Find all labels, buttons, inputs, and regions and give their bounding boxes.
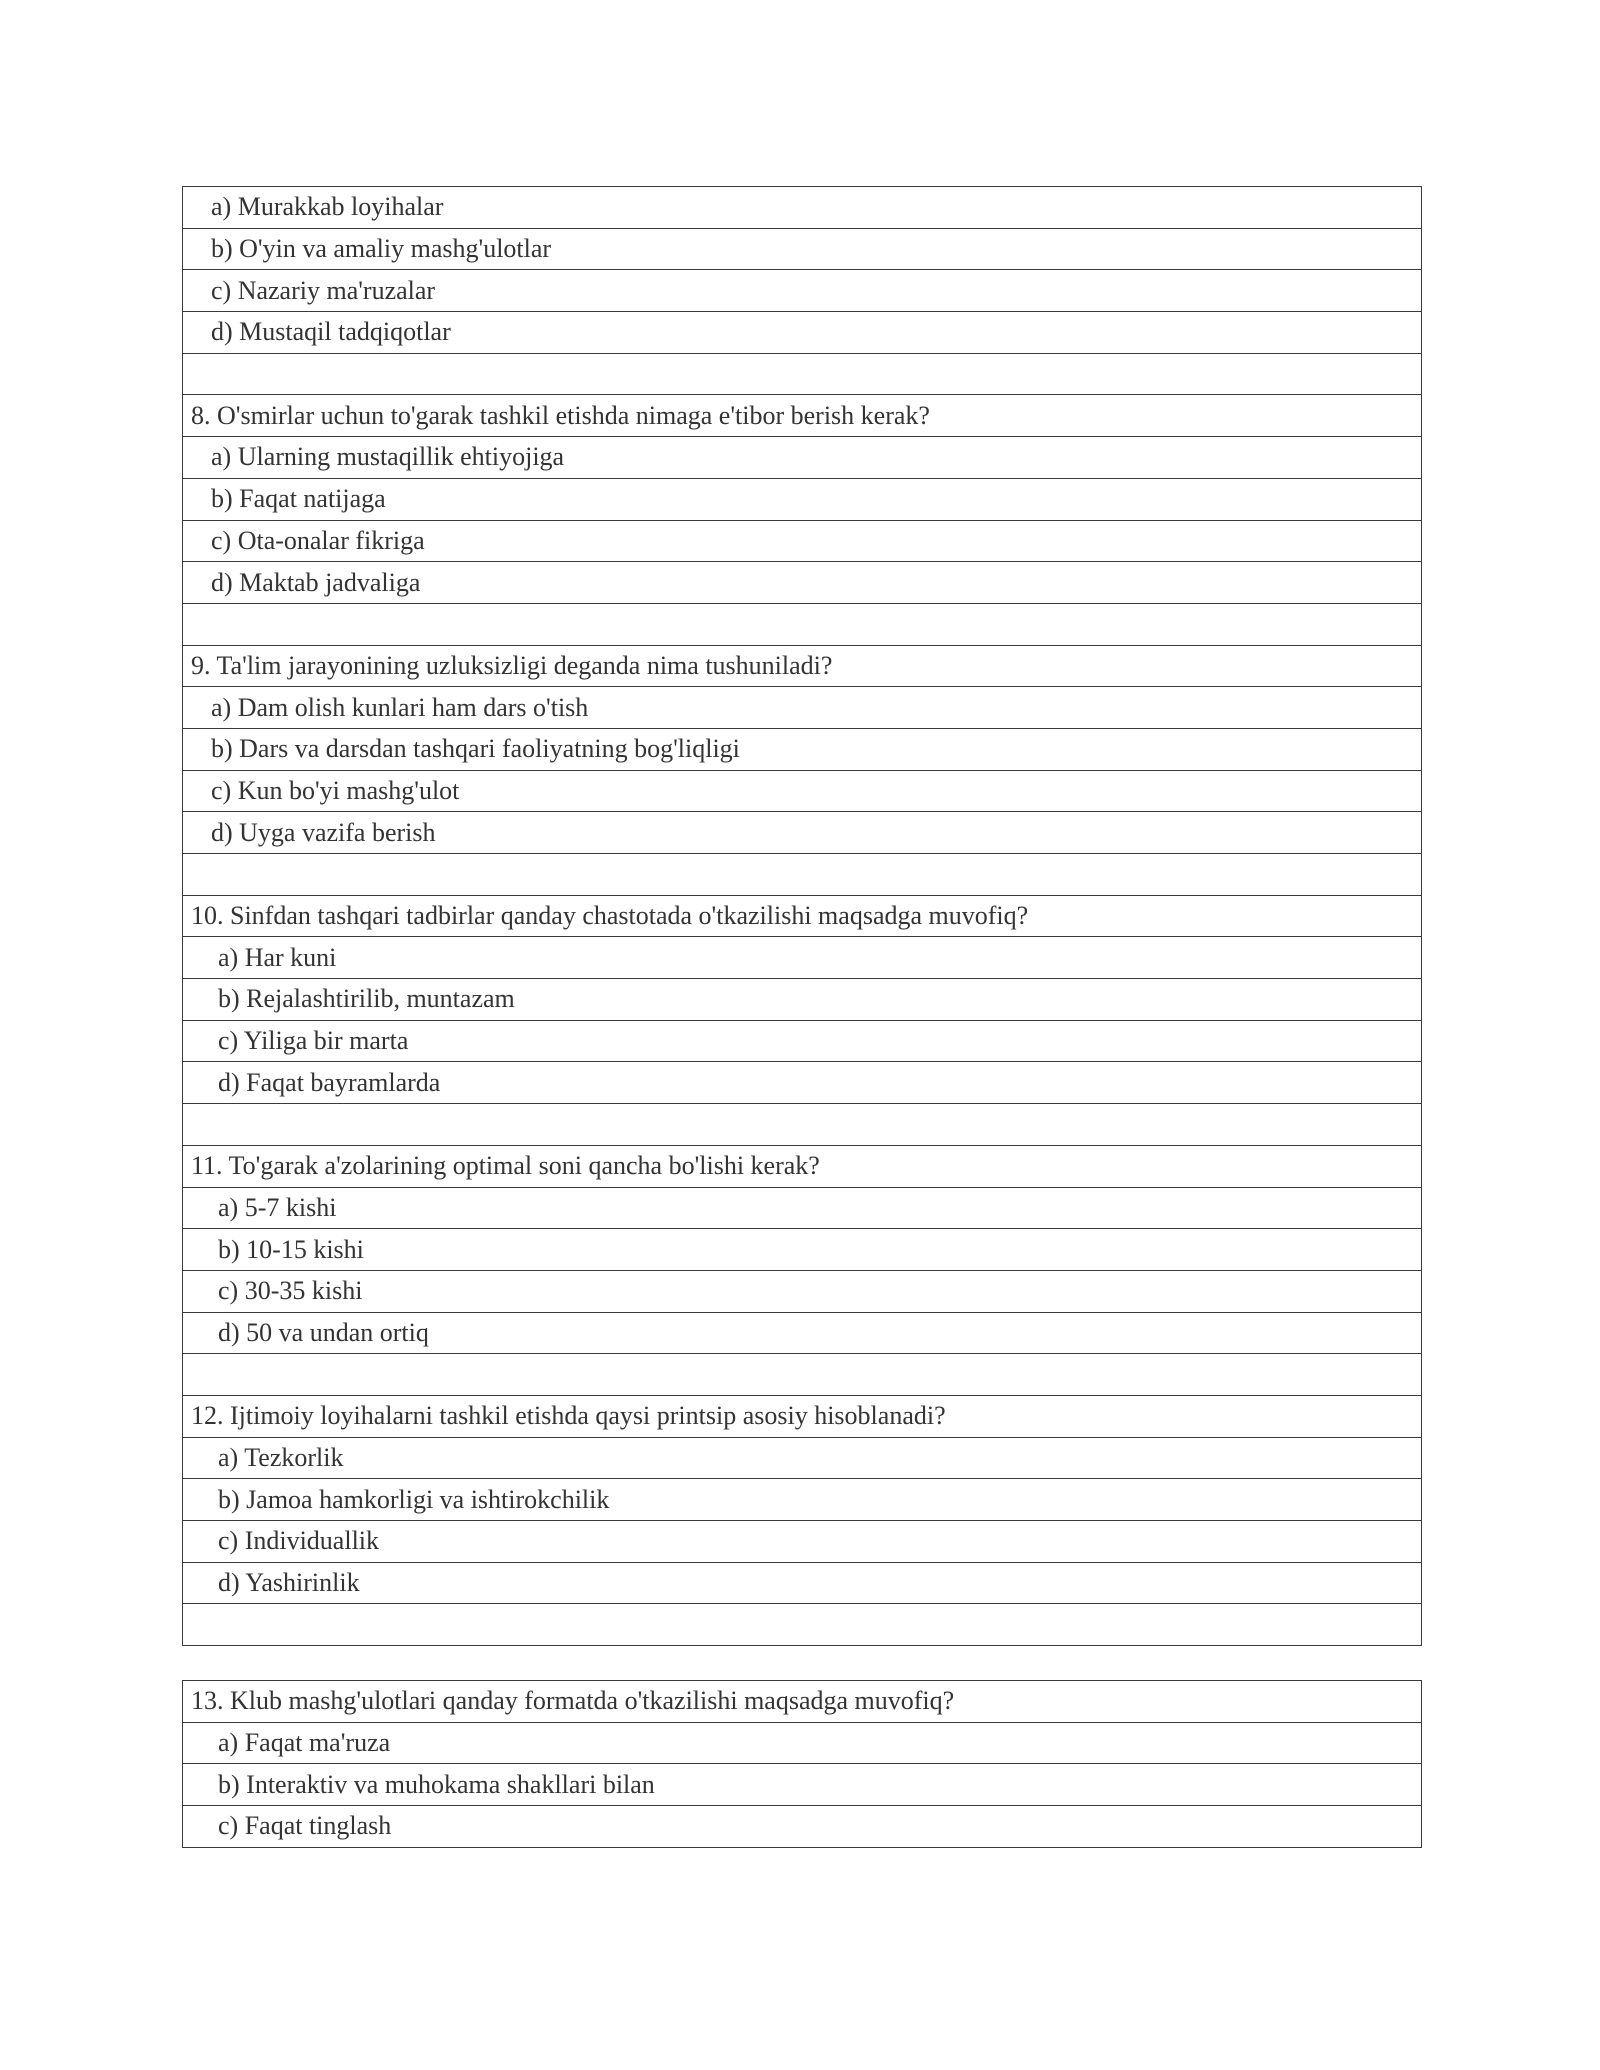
answer-option-row [183,437,1422,479]
answer-option-text: a) Dam olish kunlari ham dars o'tish [183,687,1422,729]
question-text: 13. Klub mashg'ulotlari qanday formatda o'tkazilishi maqsadga muvofiq? [183,1681,1422,1723]
question-text: 11. To'garak a'zolarining optimal soni qancha bo'lishi kerak? [183,1145,1422,1187]
answer-option-text: b) Dars va darsdan tashqari faoliyatning bog'liqligi [183,728,1422,770]
answer-option-text: d) Yashirinlik [183,1562,1422,1604]
blank-row [183,1104,1422,1146]
blank-row [183,603,1422,645]
question-text: 12. Ijtimoiy loyihalarni tashkil etishda qaysi printsip asosiy hisoblanadi? [183,1395,1422,1437]
answer-option-text: a) Har kuni [183,937,1422,979]
answer-option-row [183,812,1422,854]
answer-option-row [183,1764,1422,1806]
question-row [183,895,1422,937]
question-row [183,1395,1422,1437]
answer-option-row [183,979,1422,1021]
answer-option-text: c) Faqat tinglash [183,1806,1422,1848]
answer-option-text: d) Maktab jadvaliga [183,562,1422,604]
blank-cell [183,353,1422,395]
answer-option-text: a) Murakkab loyihalar [183,187,1422,229]
blank-cell [183,1354,1422,1396]
answer-option-row [183,312,1422,354]
question-text: 8. O'smirlar uchun to'garak tashkil etishda nimaga e'tibor berish kerak? [183,395,1422,437]
question-table-1 [182,186,1422,1646]
answer-option-row [183,687,1422,729]
question-text: 10. Sinfdan tashqari tadbirlar qanday chastotada o'tkazilishi maqsadga muvofiq? [183,895,1422,937]
blank-cell [183,854,1422,896]
answer-option-row [183,1187,1422,1229]
question-row [183,395,1422,437]
answer-option-row [183,728,1422,770]
answer-option-text: d) Faqat bayramlarda [183,1062,1422,1104]
blank-cell [183,1604,1422,1646]
blank-row [183,854,1422,896]
blank-cell [183,603,1422,645]
answer-option-row [183,770,1422,812]
answer-option-text: c) Ota-onalar fikriga [183,520,1422,562]
answer-option-row [183,1437,1422,1479]
answer-option-text: c) Nazariy ma'ruzalar [183,270,1422,312]
blank-cell [183,1104,1422,1146]
answer-option-row [183,1806,1422,1848]
answer-option-text: a) Ularning mustaqillik ehtiyojiga [183,437,1422,479]
answer-option-text: b) O'yin va amaliy mashg'ulotlar [183,228,1422,270]
answer-option-row [183,270,1422,312]
answer-option-row [183,228,1422,270]
answer-option-row [183,1722,1422,1764]
answer-option-row [183,937,1422,979]
answer-option-text: d) 50 va undan ortiq [183,1312,1422,1354]
answer-option-text: d) Uyga vazifa berish [183,812,1422,854]
answer-option-row [183,1521,1422,1563]
answer-option-row [183,562,1422,604]
answer-option-row [183,1229,1422,1271]
answer-option-text: b) Faqat natijaga [183,478,1422,520]
answer-option-text: c) Kun bo'yi mashg'ulot [183,770,1422,812]
answer-option-text: b) Rejalashtirilib, muntazam [183,979,1422,1021]
answer-option-text: c) 30-35 kishi [183,1270,1422,1312]
answer-option-text: b) Jamoa hamkorligi va ishtirokchilik [183,1479,1422,1521]
question-text: 9. Ta'lim jarayonining uzluksizligi deganda nima tushuniladi? [183,645,1422,687]
answer-option-text: a) 5-7 kishi [183,1187,1422,1229]
answer-option-text: b) Interaktiv va muhokama shakllari bilan [183,1764,1422,1806]
answer-option-row [183,187,1422,229]
blank-row [183,1604,1422,1646]
answer-option-row [183,1479,1422,1521]
answer-option-text: c) Yiliga bir marta [183,1020,1422,1062]
answer-option-text: b) 10-15 kishi [183,1229,1422,1271]
answer-option-row [183,520,1422,562]
blank-row [183,1354,1422,1396]
answer-option-text: d) Mustaqil tadqiqotlar [183,312,1422,354]
answer-option-row [183,478,1422,520]
blank-row [183,353,1422,395]
question-row [183,645,1422,687]
answer-option-row [183,1562,1422,1604]
question-row [183,1145,1422,1187]
answer-option-row [183,1020,1422,1062]
answer-option-text: a) Faqat ma'ruza [183,1722,1422,1764]
answer-option-text: c) Individuallik [183,1521,1422,1563]
answer-option-text: a) Tezkorlik [183,1437,1422,1479]
answer-option-row [183,1270,1422,1312]
question-row [183,1681,1422,1723]
question-table-2 [182,1680,1422,1848]
answer-option-row [183,1312,1422,1354]
answer-option-row [183,1062,1422,1104]
